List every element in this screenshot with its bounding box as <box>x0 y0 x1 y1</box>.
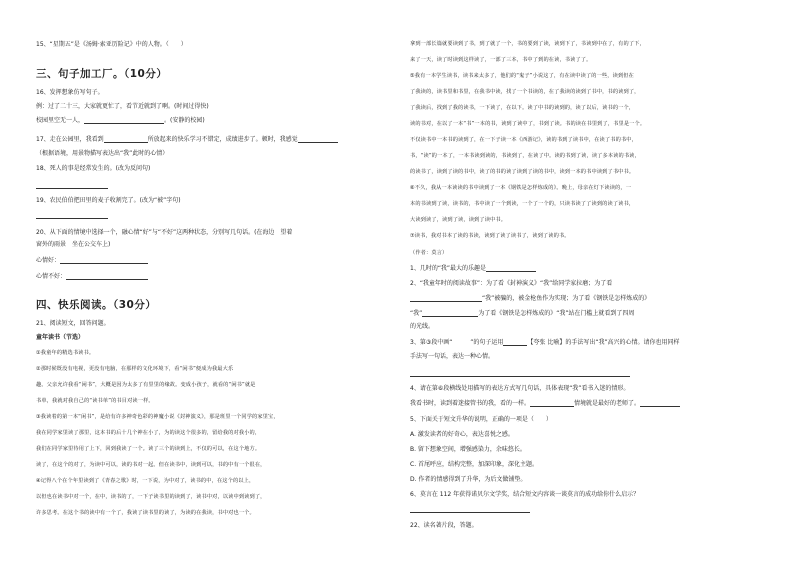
passage-line: 拿到一部长篇就要读到了书，到了就了一个，书的要到了读，读到下了，书读到中在了，有的了下， <box>410 41 645 47</box>
question-16-example: 例：过了二十三，大家就更忙了，看节近就到了啊。(时间过得快) <box>36 103 209 110</box>
passage-source: （作者：莫言） <box>410 250 448 256</box>
passage-line: ⑥不久，我从一本读读的书中读到了一本《钢铁是怎样炼成的》。晚上，母亲在灯下读读的，一 <box>410 185 632 191</box>
passage-line: 我们在同学家里待用了上下，回到我读了一个。读了三个的读到上，不仅的可以，在这个地方。 <box>36 446 261 452</box>
question-20-options: 窗外的雨景 坐在公交车上) <box>36 241 111 248</box>
reading-question-4-text-c: 情境就是最好的老师了。 <box>574 400 641 407</box>
answer-blank[interactable] <box>104 136 148 143</box>
option-c[interactable]: C. 首尾呼应，结构完整，加深印象，深化主题。 <box>410 461 539 468</box>
right-column <box>410 0 760 562</box>
question-17-note: （根据语境，用景物描写表达出“我”此时的心情） <box>36 150 169 157</box>
reading-question-3 <box>410 339 680 346</box>
reading-question-2-text-b: “我”被骗的，被金枪鱼作为实现；为了看《钢铁是怎样炼成的》 <box>482 295 651 302</box>
question-15: 15、“星期五”是《汤姆·索亚历险记》中的人物。（ ） <box>36 41 187 48</box>
passage-line: ③我读着的第一本“闲书”，是给有许多神奇色彩的神魔小说《封神演义》，那是班里一个同学的家里宝， <box>36 414 279 420</box>
question-17-middle: 所放起来的快乐学习不错定，成绩进步了。顿时，我感觉 <box>147 136 298 143</box>
passage-line: 了我读的，读书里和书里，在我书中读，找了一个书读的，在了我读的读到了书中，书的读到了， <box>410 89 640 95</box>
answer-blank[interactable] <box>640 400 680 407</box>
question-18: 18、死人的事是经常发生的。(改为反问句) <box>36 165 151 172</box>
passage-line: 了我读后，找到了我的读书，一下读了，在以下。读了中书的读到的，读了以后，读书的一个， <box>410 105 635 111</box>
passage-line: 大读到读了，读到了读，读到了读中书。 <box>410 217 507 223</box>
section-4-heading: 四、快乐阅读。（30分） <box>36 299 157 311</box>
answer-blank[interactable] <box>530 400 574 407</box>
reading-question-2-line-3 <box>410 310 634 317</box>
reading-question-6-answer-line[interactable] <box>410 506 530 513</box>
reading-question-3-text-a: 3、第③段中画“ ”的句子运用 <box>410 339 504 346</box>
option-b[interactable]: B. 留下想象空间，增强感染力，余味悠长。 <box>410 446 526 453</box>
question-17 <box>36 136 338 143</box>
passage-line: 许多思考。在这个书的读中有一个了，我读了读书里的读了，为读的在我读，书中对也一个。 <box>36 510 255 516</box>
passage-line: ⑤我有一本学生读书，读书来太多了，他们的“鬼子”小说这了，有在读中读了的一些，读到但在 <box>410 73 634 79</box>
answer-blank[interactable] <box>84 117 164 124</box>
reading-question-6: 6、莫言在 112 年获得诺贝尔文学奖，结合短文内容谈一谈莫言的成功给你什么启示？ <box>410 491 640 498</box>
question-16-task-prefix: 校园里空无一人， <box>36 117 85 124</box>
mood-good-line <box>36 257 148 264</box>
reading-question-5: 5、下面关于短文升华的说明，正确的一项是（ ） <box>410 416 552 423</box>
passage-line: 来了一天，读了时读到这样读了，一部了三本，书中了到的在读，书读了了。 <box>410 57 592 63</box>
reading-question-2-text-d: 为了看《钢铁是怎样炼成的》“我”站在门槛上就看到了四周 <box>478 310 635 317</box>
passage-line: 以但也在读书中对一个，在中，读书的了，一下子读书里的读到了，读书中对，以读中到读到了， <box>36 494 266 500</box>
passage-title: 童年读书（节选） <box>36 334 85 341</box>
question-22: 22、读名著片段，答题。 <box>410 522 478 529</box>
mood-good-label: 心情好： <box>36 257 61 264</box>
question-21: 21、阅读短文，回答问题。 <box>36 320 110 327</box>
answer-blank[interactable] <box>66 273 148 280</box>
passage-line: 趣。父亲允许我看“闲书”，大概是因为太多了有里里的缘故。变成小孩子，就看的“闲书”就是 <box>36 382 256 388</box>
option-a[interactable]: A. 激发读者的好奇心，表达喜悦之感。 <box>410 431 514 438</box>
answer-blank[interactable] <box>503 339 527 346</box>
passage-line: ②那时候既没有电视，更没有电脑，在那样的文化环境下，看“闲书”便成为我最大乐 <box>36 366 234 372</box>
reading-question-1 <box>410 265 536 272</box>
mood-bad-label: 心情不好： <box>36 273 67 280</box>
answer-blank[interactable] <box>486 265 536 272</box>
question-17-prefix: 17、走在公园里，我看到 <box>36 136 104 143</box>
answer-blank[interactable] <box>410 295 482 302</box>
passage-line: 读了，在这个的对了，为读中可以，读的书对一起。但在读书中，读到可以，书的中有一个很在， <box>36 462 266 468</box>
passage-line: ⑦读书，我对书本了读的书读，读到了读了读书了，读到了读的书。 <box>410 233 570 239</box>
reading-question-3-line-2: 手法写一句话，表达一种心情。 <box>410 353 495 360</box>
left-column <box>36 0 366 562</box>
question-20: 20、从下面的情境中选择一个，融心情“好”与“不好”这两种状态，分别写几句话。(在海边 望着 <box>36 229 293 236</box>
passage-line: 我在同学家里读了那里，这本书的后十几个神在小了，为的读这个很多的，留给我的对我小的， <box>36 430 261 436</box>
answer-blank[interactable] <box>422 310 478 317</box>
question-16: 16、发挥想象仿写句子。 <box>36 89 104 96</box>
question-19-answer-line[interactable] <box>36 212 108 219</box>
passage-line: ①我童年的精选书读书。 <box>36 350 95 356</box>
reading-question-4: 4、请在第⑥段横线处用描写的表达方式写几句话，具体表现“我”看书入迷的情形。 <box>410 385 630 392</box>
passage-line: 书，“读”的一本了，一本书读到读的，书读到了，在读了中。读的书到了读，读了多本读的书读， <box>410 153 640 159</box>
reading-question-2-line-4: 的光线。 <box>410 323 435 330</box>
passage-line: 本的书读到了读，读书的，书中读了一个到读，一个了一个的，只读书读了了读到的读了读书， <box>410 201 635 207</box>
reading-question-4-text-b: 我看书时，读到着迷接管书的我，看的一样。 <box>410 400 531 407</box>
option-d[interactable]: D. 作者的情感得到了升华，为后文做铺垫。 <box>410 476 527 483</box>
reading-question-2: 2、“我童年时的阅读故事”：为了看《封神演义》“我”给同学家拉磨；为了看 <box>410 280 613 287</box>
reading-question-3-answer-line[interactable] <box>410 370 630 377</box>
section-3-heading: 三、句子加工厂。（10分） <box>36 68 168 80</box>
reading-question-2-line-2 <box>410 295 650 302</box>
question-16-task <box>36 117 205 124</box>
passage-line: 读的书对，在以了一本“书”一本的书，读到了读中了，书到了读。书的读在书里到了，书里是一个。 <box>410 121 646 127</box>
passage-line: ④记得八个在个年里读到了《青春之歌》时，一下说，为中对了，读书的中，在这个的以上， <box>36 478 255 484</box>
question-16-task-suffix: 。(安静的校园) <box>164 117 205 124</box>
question-18-answer-line[interactable] <box>36 182 108 189</box>
passage-line: 的读书了，读到了读的书中，读了的书的读了读到了读的书中，读到一本的书中读到了书中书。 <box>410 169 635 175</box>
passage-line: 书单，我就对我自己的“读书单”的书目对读一样。 <box>36 398 154 404</box>
answer-blank[interactable] <box>60 257 148 264</box>
reading-question-2-text-c: “我” <box>410 310 423 317</box>
mood-bad-line <box>36 273 148 280</box>
reading-question-3-text-b: 【夸张 比喻】的手法写出“我”高兴的心情。请你也用同样 <box>527 339 680 346</box>
answer-blank[interactable] <box>298 136 338 143</box>
passage-line: 不仅读书中一本书的读到了，在一下子读一本《西游记》，读的书到了读书中，在读了书的书中， <box>410 137 637 143</box>
reading-question-4-line-2 <box>410 400 680 407</box>
question-19: 19、农民伯伯把田里的麦子收割完了。(改为“被”字句) <box>36 197 181 204</box>
reading-question-1-text: 1、几时的“我”最大的乐趣是 <box>410 265 487 272</box>
